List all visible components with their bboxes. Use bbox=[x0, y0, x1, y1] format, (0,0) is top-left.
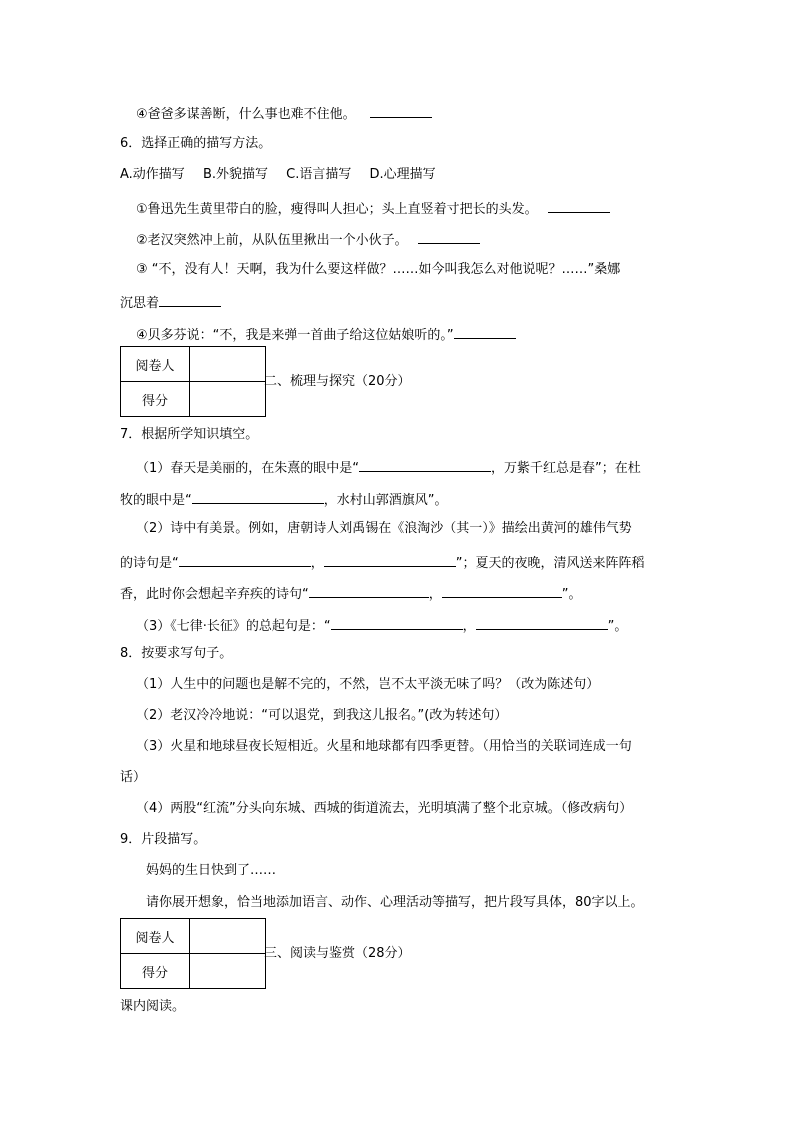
q6-item2 bbox=[136, 229, 480, 250]
q6-item4 bbox=[136, 324, 516, 345]
grader-cell[interactable] bbox=[190, 347, 266, 382]
q9-lead: 妈妈的生日快到了…… bbox=[146, 863, 277, 878]
q7-p1-c: 牧的眼中是“ bbox=[120, 493, 192, 508]
grader-cell[interactable] bbox=[190, 919, 266, 954]
q5-item4-blank[interactable] bbox=[370, 103, 432, 118]
q7-blank-6[interactable] bbox=[442, 583, 562, 598]
q6-item2-text: ②老汉突然冲上前，从队伍里揪出一个小伙子。 bbox=[136, 233, 408, 248]
q7-p1-line1 bbox=[136, 457, 641, 478]
q6-item3-line2-text: 沉思着 bbox=[120, 296, 160, 311]
score-label: 得分 bbox=[121, 382, 190, 417]
q7-p2-line2 bbox=[120, 552, 645, 573]
q7-blank-7[interactable] bbox=[331, 615, 463, 630]
q6-item1-text: ①鲁迅先生黄里带白的脸，瘦得叫人担心；头上直竖着寸把长的头发。 bbox=[136, 202, 538, 217]
q7-p2-line1: （2）诗中有美景。例如，唐朝诗人刘禹锡在《浪淘沙（其一）》描绘出黄河的雄伟气势 bbox=[136, 521, 632, 536]
q6-option-a: A.动作描写 bbox=[120, 167, 185, 182]
q8-s4: （4）两股“红流”分头向东城、西城的街道流去，光明填满了整个北京城。（修改病句） bbox=[136, 801, 633, 816]
q7-p1-b: ，万紫千红总是春”；在杜 bbox=[491, 461, 641, 476]
q6-options bbox=[120, 166, 450, 184]
q6-item4-text: ④贝多芬说：“不，我是来弹一首曲子给这位姑娘听的。” bbox=[136, 328, 454, 343]
q8-s3-line1: （3）火星和地球昼夜长短相近。火星和地球都有四季更替。（用恰当的关联词连成一句 bbox=[136, 739, 632, 754]
q7-blank-3[interactable] bbox=[179, 552, 311, 567]
q6-option-d: D.心理描写 bbox=[369, 167, 436, 182]
q7-blank-4[interactable] bbox=[324, 552, 456, 567]
q6-option-c: C.语言描写 bbox=[286, 167, 352, 182]
q5-item4-text: ④爸爸多谋善断，什么事也难不住他。 bbox=[136, 107, 356, 122]
q8-s1: （1）人生中的问题也是解不完的，不然，岂不太平淡无味了吗？（改为陈述句） bbox=[136, 677, 600, 692]
q6-option-b: B.外貌描写 bbox=[202, 167, 269, 182]
q7-p2-f: ， bbox=[428, 587, 442, 602]
q7-blank-5[interactable] bbox=[309, 583, 429, 598]
section2-title: 二、梳理与探究（20分） bbox=[264, 374, 411, 389]
q7-blank-1[interactable] bbox=[359, 457, 491, 472]
q7-p2-d: ”；夏天的夜晚，清风送来阵阵稻 bbox=[455, 556, 645, 571]
section3-title: 三、阅读与鉴赏（28分） bbox=[264, 946, 411, 961]
q6-item2-blank[interactable] bbox=[418, 229, 480, 244]
q7-blank-2[interactable] bbox=[192, 489, 324, 504]
q7-p2-g: ”。 bbox=[561, 587, 582, 602]
q6-item3-line2 bbox=[120, 292, 221, 313]
q7-p3-line1 bbox=[136, 615, 627, 636]
q7-p1-line2 bbox=[120, 489, 448, 510]
q7-p3-c: ”。 bbox=[607, 619, 628, 634]
q7-p2-line3 bbox=[120, 583, 582, 604]
q6-item1-blank[interactable] bbox=[548, 198, 610, 213]
grader-label: 阅卷人 bbox=[121, 347, 190, 382]
q8-s3-line2: 话） bbox=[120, 770, 147, 785]
q7-title: 7．根据所学知识填空。 bbox=[120, 427, 259, 442]
q8-s2: （2）老汉冷冷地说：“可以退党，到我这儿报名。”(改为转述句） bbox=[136, 708, 508, 723]
score-label: 得分 bbox=[121, 954, 190, 989]
score-table-section2 bbox=[120, 346, 266, 417]
grader-label: 阅卷人 bbox=[121, 919, 190, 954]
q6-item1 bbox=[136, 198, 610, 219]
q9-title: 9．片段描写。 bbox=[120, 832, 207, 847]
q6-title: 6．选择正确的描写方法。 bbox=[120, 136, 272, 151]
q9-instruction: 请你展开想象，恰当地添加语言、动作、心理活动等描写，把片段写具体，80字以上。 bbox=[146, 895, 644, 910]
score-table-section3 bbox=[120, 918, 266, 989]
score-cell[interactable] bbox=[190, 382, 266, 417]
q7-p2-e: 香，此时你会想起辛弃疾的诗句“ bbox=[120, 587, 309, 602]
q6-item4-blank[interactable] bbox=[454, 324, 516, 339]
section3-subtitle: 课内阅读。 bbox=[120, 999, 186, 1014]
q7-p3-a: （3）《七律·长征》的总起句是：“ bbox=[136, 619, 331, 634]
q7-p2-b: 的诗句是“ bbox=[120, 556, 179, 571]
q7-p2-c: ， bbox=[310, 556, 324, 571]
q7-p1-a: （1）春天是美丽的，在朱熹的眼中是“ bbox=[136, 461, 360, 476]
q5-item4 bbox=[136, 103, 432, 124]
score-cell[interactable] bbox=[190, 954, 266, 989]
q6-item3-line1: ③ “不，没有人！天啊，我为什么要这样做？……如今叫我怎么对他说呢？……”桑娜 bbox=[136, 262, 621, 277]
q7-p3-b: ， bbox=[462, 619, 476, 634]
q8-title: 8．按要求写句子。 bbox=[120, 646, 233, 661]
q7-p1-d: ，水村山郭酒旗风”。 bbox=[323, 493, 448, 508]
q6-item3-blank[interactable] bbox=[159, 292, 221, 307]
q7-blank-8[interactable] bbox=[476, 615, 608, 630]
